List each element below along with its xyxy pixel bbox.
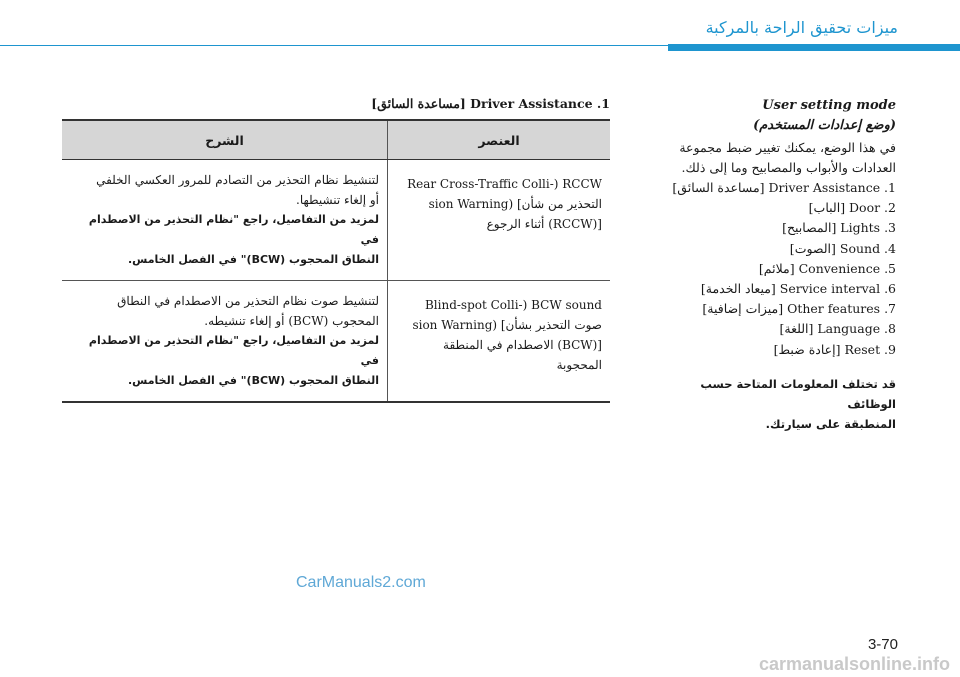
- settings-table: [62, 119, 610, 403]
- column-header-item: العنصر: [388, 120, 611, 160]
- watermark-link[interactable]: CarManuals2.com: [296, 574, 426, 591]
- header-rule: [0, 44, 960, 47]
- description-line: المحجوب (BCW) أو إلغاء تنشيطه.: [204, 314, 379, 328]
- item-line: صوت التحذير بشأن] (sion Warning: [412, 318, 602, 332]
- item-line: [(RCCW) أثناء الرجوع: [486, 217, 602, 231]
- header-rule-thin: [0, 45, 668, 46]
- settings-list: [652, 178, 896, 360]
- table-row: [62, 160, 610, 281]
- item-cell: [388, 281, 611, 403]
- left-column: [62, 96, 610, 403]
- note-line: لمزيد من التفاصيل، راجع "نظام التحذير من الاصطدام في: [88, 213, 379, 246]
- header-rule-thick: [668, 44, 960, 51]
- item-line: Rear Cross-Traffic Colli-) RCCW: [407, 177, 602, 191]
- note-line: النطاق المحجوب (BCW)" في الفصل الخامس.: [128, 253, 379, 266]
- item-line: [(BCW) الاصطدام في المنطقة المحجوبة: [443, 338, 602, 372]
- intro-line: في هذا الوضع، يمكنك تغيير ضبط مجموعة: [679, 140, 896, 155]
- description-cell: [62, 160, 388, 281]
- list-item: [ميعاد الخدمة] Service interval .6: [700, 281, 896, 297]
- column-header-description: الشرح: [62, 120, 388, 160]
- list-item: [إعادة ضبط] Reset .9: [773, 341, 896, 357]
- user-setting-mode-subtitle: (وضع إعدادات المستخدم): [753, 118, 896, 133]
- outro-line: قد تختلف المعلومات المتاحة حسب الوظائف: [700, 376, 896, 411]
- user-setting-mode-title: User setting mode: [762, 98, 896, 113]
- intro-text: [652, 138, 896, 178]
- page-number: 3-70: [867, 636, 898, 653]
- note-line: لمزيد من التفاصيل، راجع "نظام التحذير من الاصطدام في: [88, 334, 379, 367]
- outro-line: المنطبقة على سيارتك.: [765, 416, 896, 431]
- list-item: [ملائم] Convenience .5: [758, 260, 896, 276]
- list-item: [الصوت] Sound .4: [789, 240, 896, 256]
- outro-note: [652, 374, 896, 434]
- description-line: لتنشيط نظام التحذير من التصادم للمرور العكسي الخلفي: [96, 173, 379, 187]
- list-item: [ميزات إضافية] Other features .7: [702, 301, 896, 317]
- description-cell: [62, 281, 388, 403]
- list-item: [اللغة] Language .8: [779, 321, 896, 337]
- item-cell: [388, 160, 611, 281]
- right-column: [652, 96, 896, 434]
- intro-line: العدادات والأبواب والمصابيح وما إلى ذلك.: [681, 160, 896, 175]
- list-item: [المصابيح] Lights .3: [782, 220, 896, 236]
- item-line: Blind-spot Colli-) BCW sound: [424, 298, 602, 312]
- chapter-title: ميزات تحقيق الراحة بالمركبة: [705, 18, 898, 37]
- description-line: لتنشيط صوت نظام التحذير من الاصطدام في النطاق: [117, 294, 379, 308]
- list-item: [الباب] Door .2: [808, 200, 896, 216]
- description-line: أو إلغاء تنشيطها.: [296, 193, 379, 207]
- list-item: [مساعدة السائق] Driver Assistance .1: [672, 180, 896, 195]
- table-row: [62, 281, 610, 403]
- note-line: النطاق المحجوب (BCW)" في الفصل الخامس.: [128, 374, 379, 387]
- footer-site-watermark: carmanualsonline.info: [758, 654, 950, 674]
- section-heading: [مساعدة السائق] Driver Assistance .1: [371, 96, 610, 111]
- item-line: التحذير من شأن] (sion Warning: [428, 197, 602, 211]
